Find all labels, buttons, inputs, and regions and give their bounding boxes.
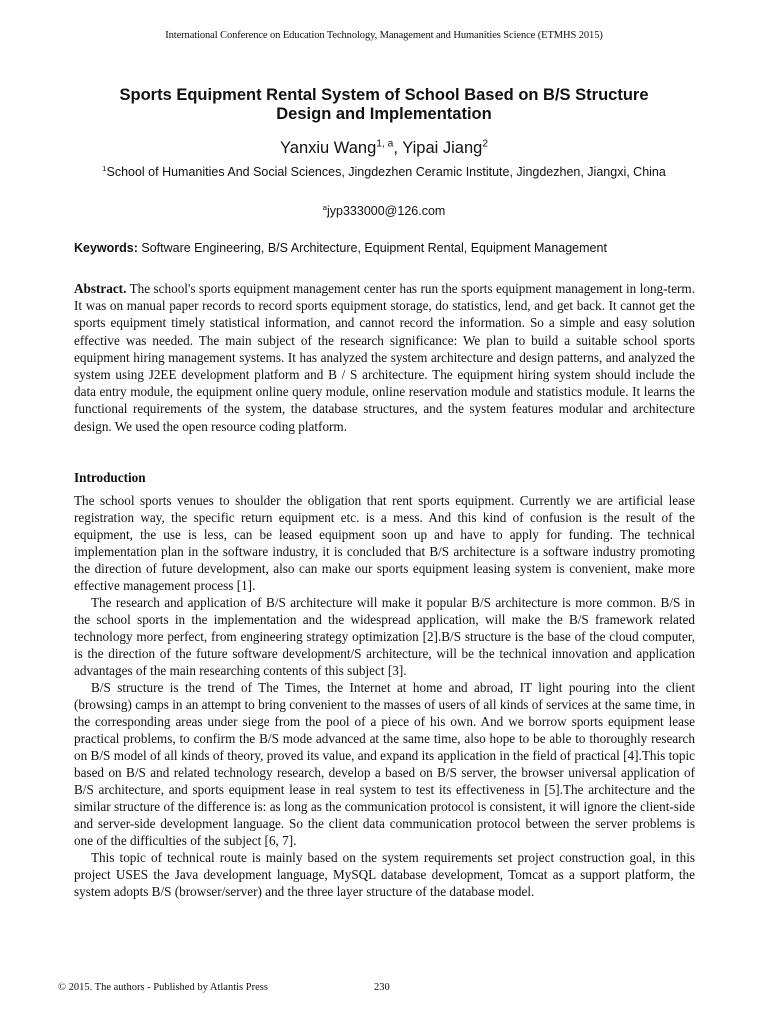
author-name: Yipai Jiang [402, 139, 483, 157]
keywords-label: Keywords: [74, 241, 138, 255]
footer-copyright: © 2015. The authors - Published by Atlantis Press [58, 982, 268, 993]
conference-header: International Conference on Education Technology, Management and Humanities Science (ETMHS 2015) [165, 30, 603, 41]
author-list [0, 139, 768, 158]
introduction-body [74, 492, 695, 900]
affiliation [80, 165, 688, 180]
abstract-text: The school's sports equipment management center has run the sports equipment management in long-term. It was on manual paper records to record sports equipment storage, do statistics, lend, and get back. It cannot get the sports equipment timely statistical information, and cannot record the information. So a simple and easy solution effective was needed. The main subject of the research significance: We plan to build a suitable school sports equipment hiring management systems. It has analyzed the system architecture and design patterns, and analyzed the system using J2EE development platform and B / S architecture. The equipment hiring system should include the data entry module, the equipment online query module, online reservation module and statistics module. It learns the functional requirements of the system, the database structures, and the system features modular and architecture design. We used the open resource coding platform. [74, 281, 695, 434]
author-name: Yanxiu Wang [279, 139, 377, 157]
keywords [74, 241, 696, 255]
paragraph: The school sports venues to shoulder the obligation that rent sports equipment. Currently we are artificial lease registration way, the specific return equipment etc. is a mess. And this kind of confusion is the result of the equipment, the use is less, can be leased equipment soon up and have to apply for funding. The technical implementation plan in the software industry, it is concluded that B/S architecture is a software industry promoting the direction of future development, also can make our sports equipment leasing system is convenient, make more effective management process [1]. [74, 493, 695, 593]
paragraph: This topic of technical route is mainly based on the system requirements set project construction goal, in this project USES the Java development language, MySQL database development, Tomcat as a support platform, the system adopts B/S (browser/server) and the three layer structure of the database model. [74, 850, 695, 899]
abstract-label: Abstract. [74, 281, 127, 296]
email-text: jyp333000@126.com [326, 204, 446, 218]
paper-title [60, 86, 708, 124]
author-superscript: 2 [482, 138, 489, 150]
paragraph: B/S structure is the trend of The Times, the Internet at home and abroad, IT light pouring into the client (browsing) camps in an attempt to bring convenient to the masses of users of all kinds of services at the same time, in the corresponding areas under siege from the pool of a piece of his own. And we borrow sports equipment lease practical problems, to confirm the B/S mode advanced at the same time, also hope to be able to thoroughly research on B/S model of all kinds of theory, proved its value, and expand its application in the field of practical [4].This topic based on B/S and related technology research, develop a based on B/S server, the browser universal application of B/S architecture, and sports equipment lease in real system to test its effectiveness in [5].The architecture and the similar structure of the difference is: as long as the communication protocol is consistent, it will ignore the client-side and server-side development language. So the client data communication protocol between the server problems is one of the difficulties of the subject [6, 7]. [74, 680, 695, 848]
paragraph: The research and application of B/S architecture will make it popular B/S architecture is more common. B/S in the school sports in the implementation and the widespread application, will make the B/S framework related technology more perfect, from engineering strategy optimization [2].B/S structure is the base of the cloud computer, is the direction of the future software development/S architecture, will be the technical innovation and application advantages of the main researching contents of this subject [3]. [74, 595, 695, 678]
email-superscript: a [322, 202, 327, 212]
abstract [74, 280, 695, 435]
section-heading-introduction: Introduction [74, 470, 146, 485]
author-superscript: 1, a [376, 138, 394, 150]
affiliation-text: School of Humanities And Social Sciences, Jingdezhen Ceramic Institute, Jingdezhen, Jiangxi, China [106, 165, 666, 179]
keywords-text: Software Engineering, B/S Architecture, Equipment Rental, Equipment Management [137, 241, 607, 255]
paper-title-line-1: Sports Equipment Rental System of School Based on B/S Structure [119, 86, 649, 104]
paper-title-line-2: Design and Implementation [276, 105, 492, 123]
author-email [0, 204, 768, 218]
author-separator: , [393, 139, 403, 157]
affiliation-superscript: 1 [102, 163, 107, 173]
page-number: 230 [374, 982, 390, 993]
